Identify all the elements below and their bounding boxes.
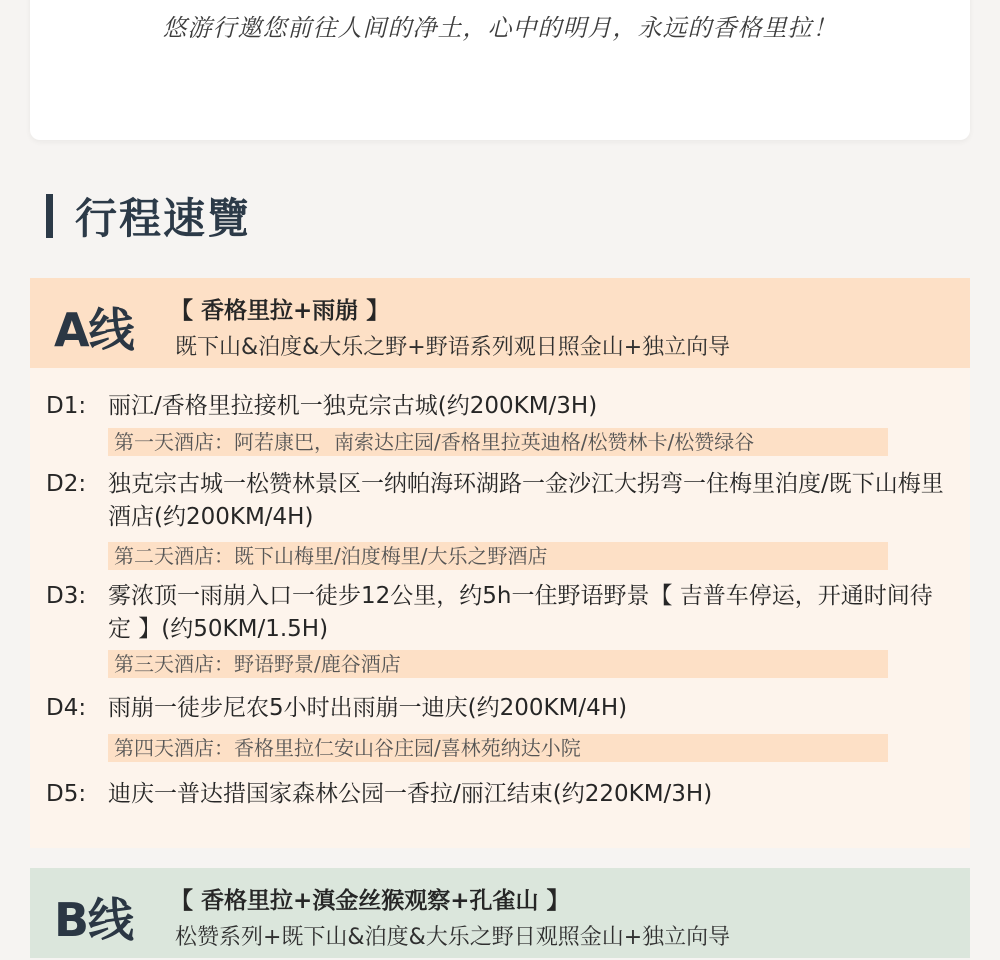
day-5-text: 迪庆一普达措国家森林公园一香拉/丽江结束(约220KM/3H) xyxy=(108,781,713,807)
day-5 xyxy=(46,778,946,811)
section-accent-bar xyxy=(46,194,53,238)
route-a-header xyxy=(30,278,970,368)
day-3-text: 雾浓顶一雨崩入口一徒步12公里，约5h一住野语野景【 吉普车停运，开通时间待定 】(约50KM/1.5H) xyxy=(108,583,933,642)
route-a-letter: A线 xyxy=(54,303,134,357)
day-4-label: D4: xyxy=(46,695,87,721)
route-b-header xyxy=(30,868,970,958)
route-a-itinerary xyxy=(30,368,970,848)
day-1 xyxy=(46,390,946,423)
day-3-hotel: 第三天酒店：野语野景/鹿谷酒店 xyxy=(108,650,888,678)
day-4-text: 雨崩一徒步尼农5小时出雨崩一迪庆(约200KM/4H) xyxy=(108,695,628,721)
route-b-name: 【 香格里拉+滇金丝猴观察+孔雀山 】 xyxy=(170,888,570,914)
day-4-hotel: 第四天酒店：香格里拉仁安山谷庄园/喜林苑纳达小院 xyxy=(108,734,888,762)
day-5-label: D5: xyxy=(46,781,87,807)
intro-text: 悠游行邀您前往人间的净土，心中的明月，永远的香格里拉！ xyxy=(162,14,838,42)
day-3-label: D3: xyxy=(46,583,87,609)
day-4 xyxy=(46,692,946,725)
route-a-subtitle: 既下山&泊度&大乐之野+野语系列观日照金山+独立向导 xyxy=(175,335,731,360)
route-b-letter: B线 xyxy=(54,893,134,947)
day-3 xyxy=(46,580,946,646)
day-2-hotel: 第二天酒店：既下山梅里/泊度梅里/大乐之野酒店 xyxy=(108,542,888,570)
day-1-hotel: 第一天酒店：阿若康巴，南索达庄园/香格里拉英迪格/松赞林卡/松赞绿谷 xyxy=(108,428,888,456)
day-2-text: 独克宗古城一松赞林景区一纳帕海环湖路一金沙江大拐弯一住梅里泊度/既下山梅里酒店(约200KM/4H) xyxy=(108,471,944,530)
day-1-label: D1: xyxy=(46,393,87,419)
day-1-text: 丽江/香格里拉接机一独克宗古城(约200KM/3H) xyxy=(108,393,598,419)
day-2 xyxy=(46,468,946,534)
day-2-label: D2: xyxy=(46,471,87,497)
section-heading xyxy=(46,190,251,242)
intro-card xyxy=(30,0,970,140)
route-a-name: 【 香格里拉+雨崩 】 xyxy=(170,298,390,324)
section-title: 行程速覽 xyxy=(75,194,252,243)
route-b-subtitle: 松赞系列+既下山&泊度&大乐之野日观照金山+独立向导 xyxy=(175,925,731,950)
